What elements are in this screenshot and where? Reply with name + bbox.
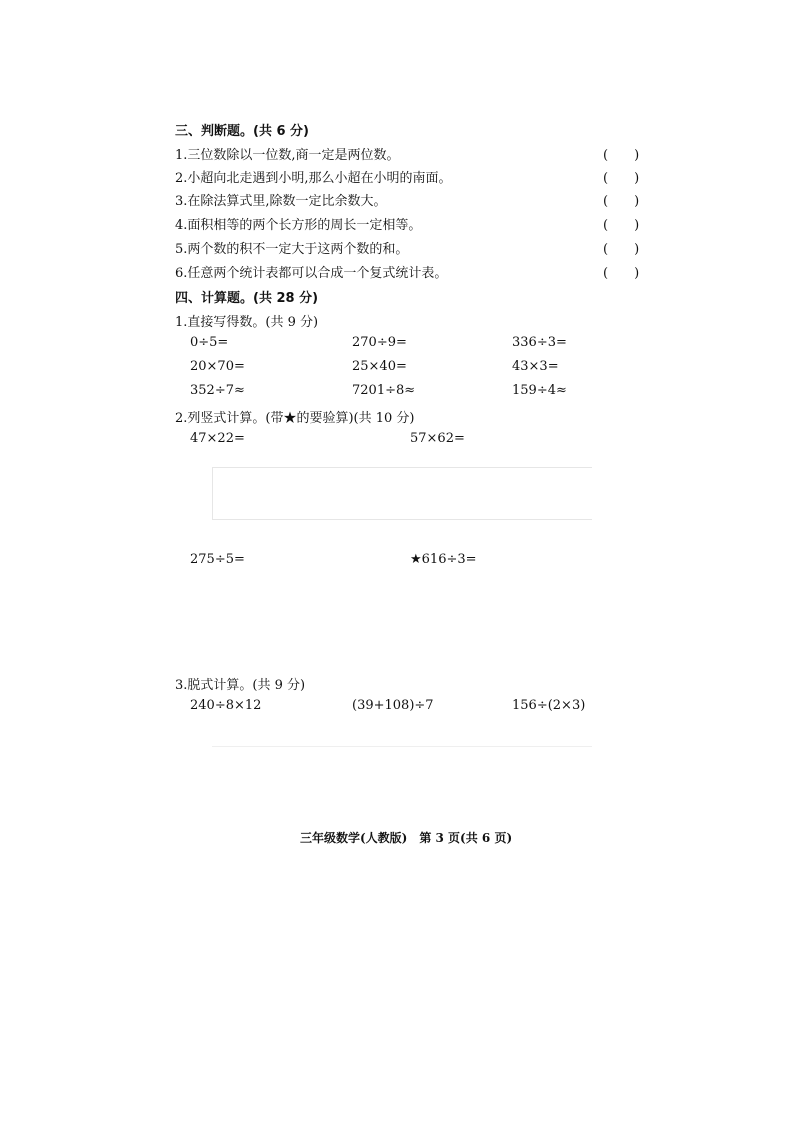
scan-line [212,519,592,520]
section-4-title: 四、计算题。(共 28 分) [175,291,319,306]
oral-calc: 20×70= [190,359,245,374]
page-footer: 三年级数学(人教版) 第 3 页(共 6 页) [300,831,513,845]
answer-box-1[interactable]: ( ) [603,148,640,163]
part-3-title: 3.脱式计算。(共 9 分) [175,678,306,693]
part-2-title: 2.列竖式计算。(带★的要验算)(共 10 分) [175,411,415,426]
step-calc: 156÷(2×3) [512,698,586,713]
scan-line [212,467,592,468]
judge-item-1: 1.三位数除以一位数,商一定是两位数。 [175,148,400,163]
vertical-calc: 275÷5= [190,552,245,567]
scan-line [212,467,213,519]
oral-calc: 270÷9= [352,335,407,350]
answer-box-5[interactable]: ( ) [603,242,640,257]
vertical-calc: 47×22= [190,431,245,446]
oral-calc: 336÷3= [512,335,567,350]
oral-calc: 0÷5= [190,335,229,350]
answer-box-3[interactable]: ( ) [603,194,640,209]
section-3-title: 三、判断题。(共 6 分) [175,124,309,139]
scan-line [212,746,592,747]
answer-box-4[interactable]: ( ) [603,218,640,233]
oral-calc: 7201÷8≈ [352,383,416,398]
part-1-title: 1.直接写得数。(共 9 分) [175,315,319,330]
answer-box-6[interactable]: ( ) [603,266,640,281]
judge-item-3: 3.在除法算式里,除数一定比余数大。 [175,194,387,209]
answer-box-2[interactable]: ( ) [603,171,640,186]
judge-item-5: 5.两个数的积不一定大于这两个数的和。 [175,242,409,257]
vertical-calc: 57×62= [410,431,465,446]
judge-item-2: 2.小超向北走遇到小明,那么小超在小明的南面。 [175,171,452,186]
oral-calc: 352÷7≈ [190,383,245,398]
step-calc: (39+108)÷7 [352,698,434,713]
step-calc: 240÷8×12 [190,698,262,713]
oral-calc: 25×40= [352,359,407,374]
judge-item-6: 6.任意两个统计表都可以合成一个复式统计表。 [175,266,448,281]
oral-calc: 43×3= [512,359,559,374]
vertical-calc-with-check: ★616÷3= [410,552,477,567]
judge-item-4: 4.面积相等的两个长方形的周长一定相等。 [175,218,422,233]
oral-calc: 159÷4≈ [512,383,567,398]
